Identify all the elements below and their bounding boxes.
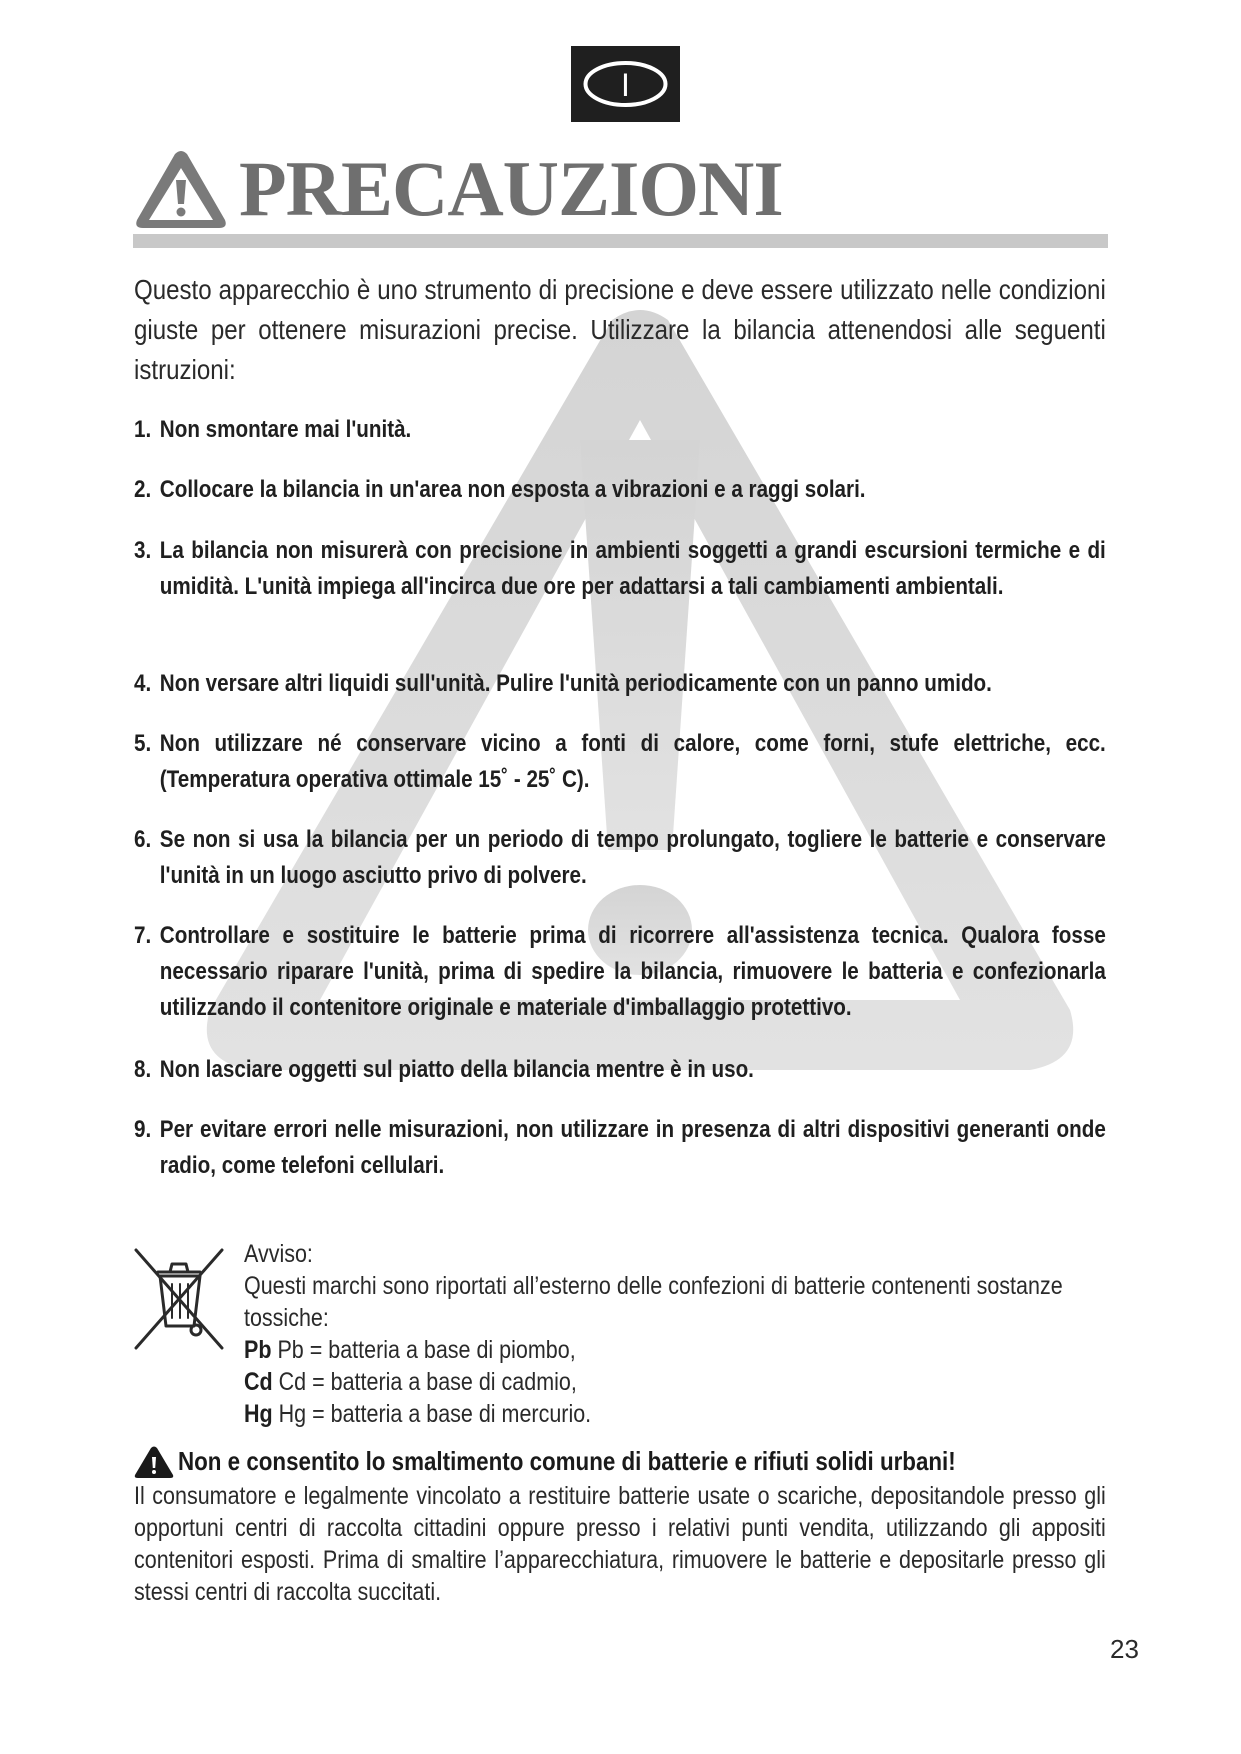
- cadmium-description: Cd = batteria a base di cadmio,: [278, 1368, 577, 1396]
- list-item-number: 1.: [134, 416, 152, 443]
- mercury-description: Hg = batteria a base di mercurio.: [278, 1400, 592, 1428]
- list-item-number: 3.: [134, 537, 152, 564]
- list-item: [134, 726, 1106, 798]
- list-item: [134, 1112, 1106, 1184]
- warning-triangle-icon: [134, 1446, 174, 1478]
- list-item: [134, 412, 1106, 448]
- title-divider: [133, 234, 1108, 248]
- language-badge-icon: [571, 46, 680, 122]
- page-title: PRECAUZIONI: [239, 145, 783, 232]
- list-item: [134, 666, 1106, 702]
- notice-text: [244, 1238, 1070, 1430]
- crossed-out-bin-icon: [130, 1244, 228, 1354]
- list-item-number: 6.: [134, 826, 152, 853]
- mercury-symbol: Hg: [244, 1400, 273, 1428]
- disposal-paragraph: Il consumatore e legalmente vincolato a restituire batterie usate o scariche, depositandole presso gli opportuni centri di raccolta cittadini oppure presso i relativi punti vendita, utilizzando gli appositi contenitori esposti. Prima di smaltire l’apparecchiatura, rimuovere le batterie e depositarle presso gli stessi centri di raccolta succitati.: [134, 1482, 1106, 1606]
- list-item-text: Se non si usa la bilancia per un periodo di tempo prolungato, togliere le batterie e conservare l'unità in un luogo asciutto privo di polvere.: [159, 826, 1106, 889]
- list-item-text: Collocare la bilancia in un'area non esposta a vibrazioni e a raggi solari.: [159, 476, 866, 503]
- list-item-text: Non utilizzare né conservare vicino a fonti di calore, come forni, stufe elettriche, ecc. (Temperatura operativa ottimale 15˚ - 25˚ C).: [159, 730, 1106, 793]
- cadmium-symbol: Cd: [244, 1368, 273, 1396]
- notice-line: Questi marchi sono riportati all’esterno delle confezioni di batterie contenenti sostanze: [244, 1272, 1063, 1300]
- list-item: [134, 533, 1106, 605]
- disposal-warning-heading: Non e consentito lo smaltimento comune di batterie e rifiuti solidi urbani!: [178, 1446, 956, 1476]
- lead-description: Pb = batteria a base di piombo,: [277, 1336, 576, 1364]
- language-badge-label: I: [621, 67, 630, 103]
- list-item-text: Non smontare mai l'unità.: [159, 416, 412, 443]
- list-item-number: 7.: [134, 922, 152, 949]
- intro-paragraph: Questo apparecchio è uno strumento di precisione e deve essere utilizzato nelle condizioni giuste per ottenere misurazioni precise. Utilizzare la bilancia attenendosi alle seguenti istruzioni:: [134, 274, 1106, 385]
- list-item-number: 2.: [134, 476, 152, 503]
- list-item-text: Per evitare errori nelle misurazioni, non utilizzare in presenza di altri dispositivi generanti onde radio, come telefoni cellulari.: [159, 1116, 1106, 1179]
- list-item-number: 4.: [134, 670, 152, 697]
- language-badge: [571, 46, 680, 122]
- page-number: 23: [1110, 1634, 1139, 1664]
- lead-row: [244, 1334, 1070, 1366]
- list-item-text: Non versare altri liquidi sull'unità. Pulire l'unità periodicamente con un panno umido.: [159, 670, 992, 697]
- list-item: [134, 472, 1106, 508]
- page-header: [133, 145, 1108, 248]
- list-item-number: 5.: [134, 730, 152, 757]
- mercury-row: [244, 1398, 1070, 1430]
- notice-line: tossiche:: [244, 1304, 329, 1332]
- list-item: [134, 918, 1106, 1026]
- list-item-text: Controllare e sostituire le batterie prima di ricorrere all'assistenza tecnica. Qualora fosse necessario riparare l'unità, prima di spedire la bilancia, rimuovere le batteria e confezionarla utilizzando il contenitore originale e materiale d'imballaggio protettivo.: [159, 922, 1106, 1021]
- cadmium-row: [244, 1366, 1070, 1398]
- list-item-text: La bilancia non misurerà con precisione in ambienti soggetti a grandi escursioni termiche e di umidità. L'unità impiega all'incirca due ore per adattarsi a tali cambiamenti ambientali.: [159, 537, 1106, 600]
- list-item: [134, 1052, 1106, 1088]
- notice-heading: Avviso:: [244, 1240, 313, 1268]
- disposal-warning: [134, 1444, 1114, 1480]
- list-item: [134, 822, 1106, 894]
- warning-triangle-icon: [133, 148, 229, 232]
- list-item-number: 9.: [134, 1116, 152, 1143]
- list-item-text: Non lasciare oggetti sul piatto della bilancia mentre è in uso.: [159, 1056, 754, 1083]
- battery-notice: [130, 1238, 1110, 1428]
- lead-symbol: Pb: [244, 1336, 272, 1364]
- list-item-number: 8.: [134, 1056, 152, 1083]
